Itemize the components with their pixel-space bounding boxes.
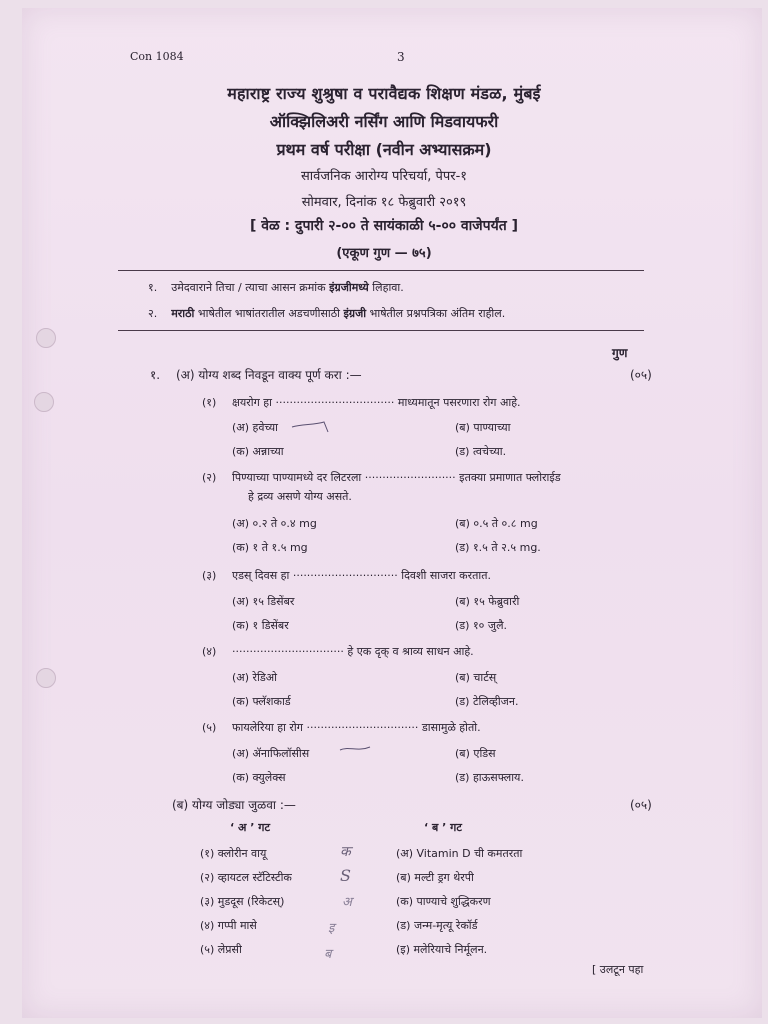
mcq-option: (ड) त्वचेच्या. (455, 445, 507, 458)
match-left-item: (२) व्हायटल स्टॅटिस्टीक (200, 871, 292, 884)
match-left-item: (१) क्लोरीन वायू (200, 847, 267, 860)
mcq-number: (५) (202, 721, 217, 734)
mcq-option: (क) १ डिसेंबर (232, 619, 289, 632)
mcq-option: (ब) पाण्याच्या (455, 421, 511, 434)
match-right-item: (अ) Vitamin D ची कमतरता (396, 847, 523, 860)
handwritten-tick (290, 418, 338, 434)
instruction-2: २. मराठी भाषेतील भाषांतरातील अडचणीसाठी इंग्रजी भाषेतील प्रश्नपत्रिका अंतिम राहील. (148, 307, 506, 320)
mcq-question: क्षयरोग हा ·································· माध्यमातून पसरणारा रोग आहे. (232, 396, 521, 409)
match-right-item: (इ) मलेरियाचे निर्मूलन. (396, 943, 488, 956)
match-right-item: (ड) जन्म-मृत्यू रेकॉर्ड (396, 919, 478, 932)
question-1-number: १. (150, 368, 161, 382)
punch-hole (36, 328, 56, 348)
page-number: 3 (397, 50, 405, 64)
mcq-number: (१) (202, 396, 217, 409)
mcq-option: (ड) १० जुलै. (455, 619, 508, 632)
exam-title: प्रथम वर्ष परीक्षा (नवीन अभ्यासक्रम) (276, 140, 492, 159)
match-left-item: (४) गप्पी मासे (200, 919, 257, 932)
marks-header: गुण (612, 346, 628, 360)
mcq-question: फायलेरिया हा रोग ································ डासामुळे होतो. (232, 721, 481, 734)
question-1b-marks: (०५) (630, 798, 652, 812)
mcq-number: (४) (202, 645, 217, 658)
match-left-item: (५) लेप्रसी (200, 943, 242, 956)
mcq-option: (ब) ०.५ ते ०.८ mg (455, 517, 538, 530)
mcq-option: (ब) चार्टस् (455, 671, 497, 684)
divider (118, 330, 644, 331)
column-b-heading: ‘ ब ’ गट (424, 821, 462, 834)
exam-date: सोमवार, दिनांक १८ फेब्रुवारी २०१९ (301, 195, 467, 210)
mcq-option: (ड) १.५ ते २.५ mg. (455, 541, 541, 554)
match-right-item: (क) पाण्याचे शुद्धिकरण (396, 895, 491, 908)
punch-hole (36, 668, 56, 688)
total-marks: (एकूण गुण — ७५) (336, 246, 432, 261)
handwritten-answer: अ (342, 895, 352, 910)
question-1a-label: (अ) योग्य शब्द निवडून वाक्य पूर्ण करा :— (176, 368, 362, 382)
handwritten-tick (338, 742, 374, 756)
mcq-option: (अ) १५ डिसेंबर (232, 595, 295, 608)
mcq-question: पिण्याच्या पाण्यामध्ये दर लिटरला ·························· इतक्या प्रमाणात फ्लोराईड (232, 471, 561, 484)
mcq-option: (क) फ्लॅशकार्ड (232, 695, 291, 708)
question-1a-marks: (०५) (630, 368, 652, 382)
mcq-option: (ड) टेलिव्हीजन. (455, 695, 519, 708)
mcq-question: ································ हे एक दृक् व श्राव्य साधन आहे. (232, 645, 474, 658)
handwritten-answer: S (340, 866, 351, 885)
mcq-option: (क) क्युलेक्स (232, 771, 286, 784)
mcq-option: (अ) हवेच्या (232, 421, 279, 434)
course-title: ऑक्झिलिअरी नर्सिंग आणि मिडवायफरी (269, 112, 499, 131)
match-left-item: (३) मुडदूस (रिकेटस्) (200, 895, 285, 908)
mcq-number: (२) (202, 471, 217, 484)
handwritten-answer: क (340, 844, 351, 860)
instruction-1: १. उमेदवाराने तिचा / त्याचा आसन क्रमांक इंग्रजीमध्ये लिहावा. (148, 281, 404, 294)
divider (118, 270, 644, 271)
mcq-option: (ड) हाऊसफ्लाय. (455, 771, 524, 784)
mcq-number: (३) (202, 569, 217, 582)
punch-hole (34, 392, 54, 412)
match-right-item: (ब) मल्टी ड्रग थेरपी (396, 871, 474, 884)
handwritten-answer: इ (328, 921, 335, 936)
mcq-option: (ब) एडिस (455, 747, 496, 760)
mcq-option: (क) १ ते १.५ mg (232, 541, 308, 554)
mcq-option: (अ) रेडिओ (232, 671, 277, 684)
handwritten-answer: ब (324, 947, 332, 962)
mcq-option: (क) अन्नाच्या (232, 445, 284, 458)
board-title: महाराष्ट्र राज्य शुश्रुषा व परावैद्यक शिक्षण मंडळ, मुंबई (227, 84, 541, 103)
mcq-question-cont: हे द्रव्य असणे योग्य असते. (248, 490, 352, 503)
mcq-question: एडस् दिवस हा ······························ दिवशी साजरा करतात. (232, 569, 491, 582)
paper-code: Con 1084 (130, 50, 184, 63)
turn-over-note: [ उलटून पहा (592, 963, 644, 976)
question-1b-label: (ब) योग्य जोड्या जुळवा :— (172, 798, 296, 812)
exam-time: [ वेळ : दुपारी २-०० ते सायंकाळी ५-०० वाजेपर्यंत ] (249, 218, 519, 234)
mcq-option: (ब) १५ फेब्रुवारी (455, 595, 520, 608)
mcq-option: (अ) ०.२ ते ०.४ mg (232, 517, 317, 530)
subject-title: सार्वजनिक आरोग्य परिचर्या, पेपर-१ (300, 169, 468, 184)
mcq-option: (अ) ॲनाफिलॉसीस (232, 747, 310, 760)
column-a-heading: ‘ अ ’ गट (230, 821, 270, 834)
